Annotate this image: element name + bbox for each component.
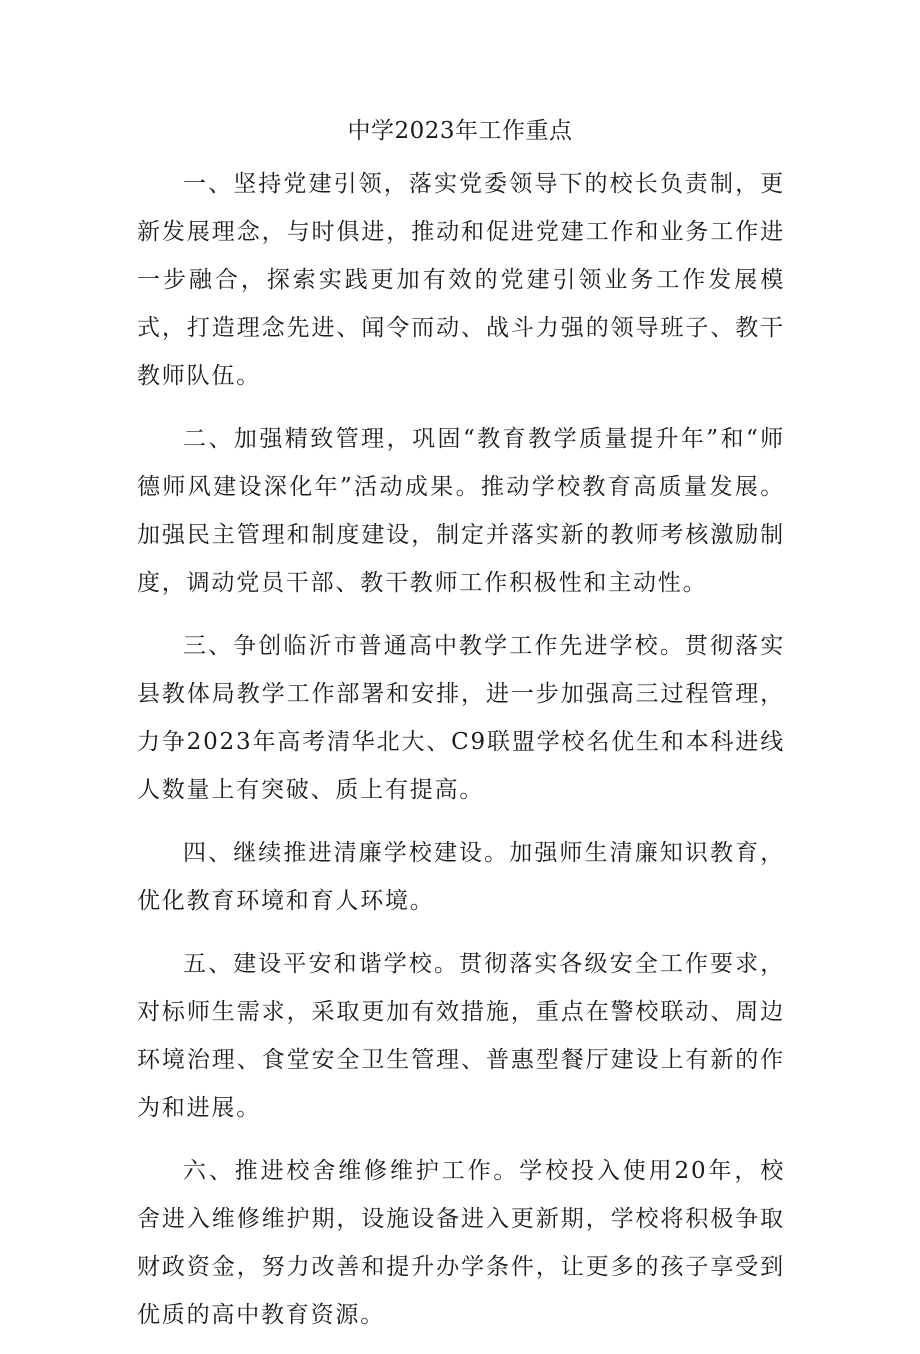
- paragraph-4: 四、继续推进清廉学校建设。加强师生清廉知识教育，优化教育环境和育人环境。: [137, 840, 785, 914]
- paragraph-3: 三、争创临沂市普通高中教学工作先进学校。贯彻落实县教体局教学工作部署和安排，进一步加强高三过程管理，力争2023年高考清华北大、C9联盟学校名优生和本科进线人数量上有突破、质上有提高。: [137, 633, 785, 803]
- paragraph-5: 五、建设平安和谐学校。贯彻落实各级安全工作要求，对标师生需求，采取更加有效措施，重点在警校联动、周边环境治理、食堂安全卫生管理、普惠型餐厅建设上有新的作为和进展。: [137, 951, 785, 1121]
- paragraph-6: 六、推进校舍维修维护工作。学校投入使用20年，校舍进入维修维护期，设施设备进入更新期，学校将积极争取财政资金，努力改善和提升办学条件，让更多的孩子享受到优质的高中教育资源。: [137, 1158, 785, 1328]
- paragraph-1: 一、坚持党建引领，落实党委领导下的校长负责制，更新发展理念，与时俱进，推动和促进党建工作和业务工作进一步融合，探索实践更加有效的党建引领业务工作发展模式，打造理念先进、闻令而动、战斗力强的领导班子、教干教师队伍。: [137, 171, 785, 389]
- document-body: [137, 160, 785, 1354]
- document-title: 中学2023年工作重点: [347, 118, 573, 144]
- paragraph-2: 二、加强精致管理，巩固“教育教学质量提升年”和“师德师风建设深化年”活动成果。推动学校教育高质量发展。加强民主管理和制度建设，制定并落实新的教师考核激励制度，调动党员干部、教干教师工作积极性和主动性。: [137, 426, 785, 596]
